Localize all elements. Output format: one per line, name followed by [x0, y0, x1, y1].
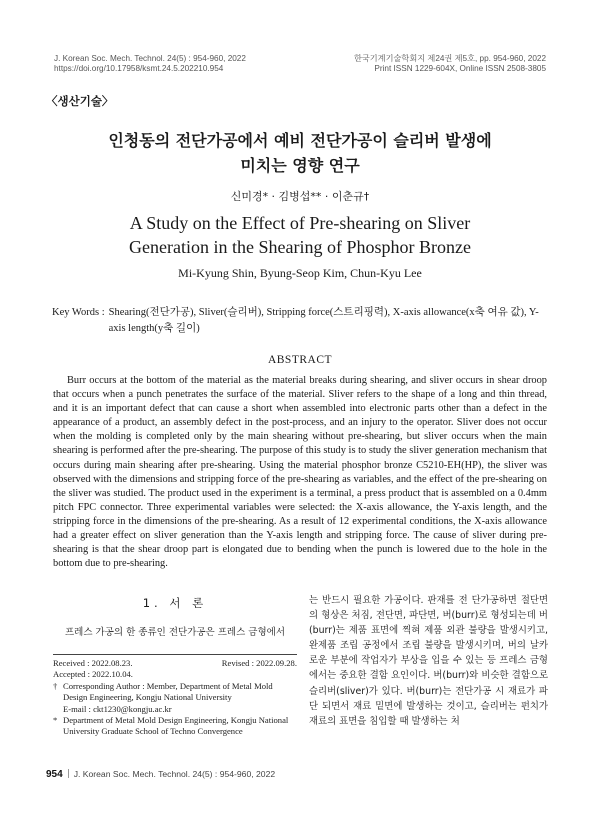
page-number: 954: [46, 769, 63, 780]
journal-citation: J. Korean Soc. Mech. Technol. 24(5) : 954-960, 2022: [54, 54, 246, 63]
column-right: [309, 593, 548, 729]
received-date: Received : 2022.08.23.: [53, 658, 133, 668]
authors-english: Mi-Kyung Shin, Byung-Seop Kim, Chun-Kyu Lee: [178, 266, 422, 280]
department-note: [53, 715, 297, 738]
footer-journal: J. Korean Soc. Mech. Technol. 24(5) : 954-960, 2022: [73, 769, 276, 779]
title-english: [0, 211, 600, 259]
journal-citation-korean: 한국기계기술학회지 제24권 제5호, pp. 954-960, 2022: [353, 54, 546, 63]
footnotes: [53, 654, 297, 738]
title-korean-line2: 미치는 영향 연구: [240, 156, 360, 175]
page-footer: [46, 769, 275, 780]
section-title-introduction: 1. 서 론: [142, 596, 208, 610]
running-header-right: [354, 54, 546, 74]
asterisk-mark: *: [53, 715, 58, 726]
authors-korean: 신미경* · 김병섭** · 이춘규†: [230, 190, 370, 203]
accepted-date: Accepted : 2022.10.04.: [53, 669, 133, 680]
corresponding-author: Corresponding Author : Member, Department of Metal Mold Design Engineering, Kongju National University: [63, 680, 273, 703]
title-english-line1: A Study on the Effect of Pre-shearing on Sliver: [129, 213, 471, 233]
footer-divider: [68, 769, 69, 778]
doi-link[interactable]: https://doi.org/10.17958/ksmt.24.5.202210.954: [54, 64, 224, 73]
title-korean: [0, 128, 600, 178]
revised-date: Revised : 2022.09.28.: [221, 658, 297, 668]
corresponding-author-note: [53, 681, 297, 715]
introduction-text-left: 프레스 가공의 한 종류인 전단가공은 프레스 금형에서: [65, 627, 286, 638]
keywords-label: Key Words :: [52, 307, 105, 318]
department-affiliation: Department of Metal Mold Design Engineering, Kongju National University Graduate School of Techno Convergence: [63, 715, 289, 737]
author-email[interactable]: E-mail : ckt1230@kongju.ac.kr: [63, 703, 172, 714]
introduction-text-right: 는 반드시 필요한 가공이다. 판재를 전 단가공하면 절단면의 형상은 처짐, 전단면, 파단면, 버(burr)로 형성되는데 버(burr)는 제품 표면에 찍혀 제품 외관 불량을 발생시키고, 완제품 조립 공정에서 조립 불량을 발생시키며, 버의 날카로운 부분에 작업자가 부상을 입을 수 있는 등 프레스 금형에서는 중요한 결함 요인이다. 버(burr)와 비슷한 결함으로 슬리버(sliver)가 있다. 버(burr)는 전단가공 시 재료가 파단 되면서 재료 밑면에 발생하는 것이고, 슬리버는 펀치가 재료의 표면을 침입할 때 발생하는 처: [309, 595, 548, 727]
keywords: [52, 305, 552, 336]
abstract-heading: ABSTRACT: [267, 354, 333, 366]
date-row: [53, 658, 297, 669]
column-left: [53, 593, 297, 640]
abstract-text: Burr occurs at the bottom of the material as the material breaks during shearing, and sliver occurs in shear droop that occurs when a punch penetrates the surface of the material. Sliver refers to the shape of a long and thin thread, and it is an important defect that can cause a short when assembled into electronic parts other than a defect in the appearance of a product, an assembly defect in the post-process, and an injury to the operator. Sliver does not occur when the molding is completed only by the main shearing without pre-shearing, but sliver occurs when the main shearing is performed after the pre-shearing. The purpose of this study is to study the sliver generation mechanism that occurs during main shearing after pre-shearing. Using the material phosphor bronze C5210-EH(HP), the sliver was observed with the dimensions and stripping force of the pre-shearing as variables, and the effect of the pre-shearing on the sliver was studied. The product used in the experiment is a terminal, a press product that is assembled on a 0.4mm pitch FPC connector. Three experimental variables were selected: the X-axis allowance, the Y-axis length, and the stripping force in the dimensions of the pre-shearing. As a result of 12 experimental conditions, the X-axis allowance had a greater effect on sliver generation than the Y-axis length and stripping force. The cause of sliver during pre-shearing is that the shear droop part is elongated due to bending when the punch is lowered due to the hole in the bottom due to pre-shearing.: [53, 375, 547, 570]
issn-line: Print ISSN 1229-604X, Online ISSN 2508-3805: [374, 64, 546, 73]
dagger-mark: †: [53, 680, 58, 691]
keywords-text: Shearing(전단가공), Sliver(슬리버), Stripping force(스트리핑력), X-axis allowance(x축 여유 값), Y-axis length(y축 길이): [108, 307, 539, 334]
running-header-left: [54, 54, 246, 74]
title-korean-line1: 인청동의 전단가공에서 예비 전단가공이 슬리버 발생에: [108, 131, 492, 150]
section-tag: 〈생산기술〉: [46, 94, 114, 108]
title-english-line2: Generation in the Shearing of Phosphor Bronze: [129, 237, 471, 257]
